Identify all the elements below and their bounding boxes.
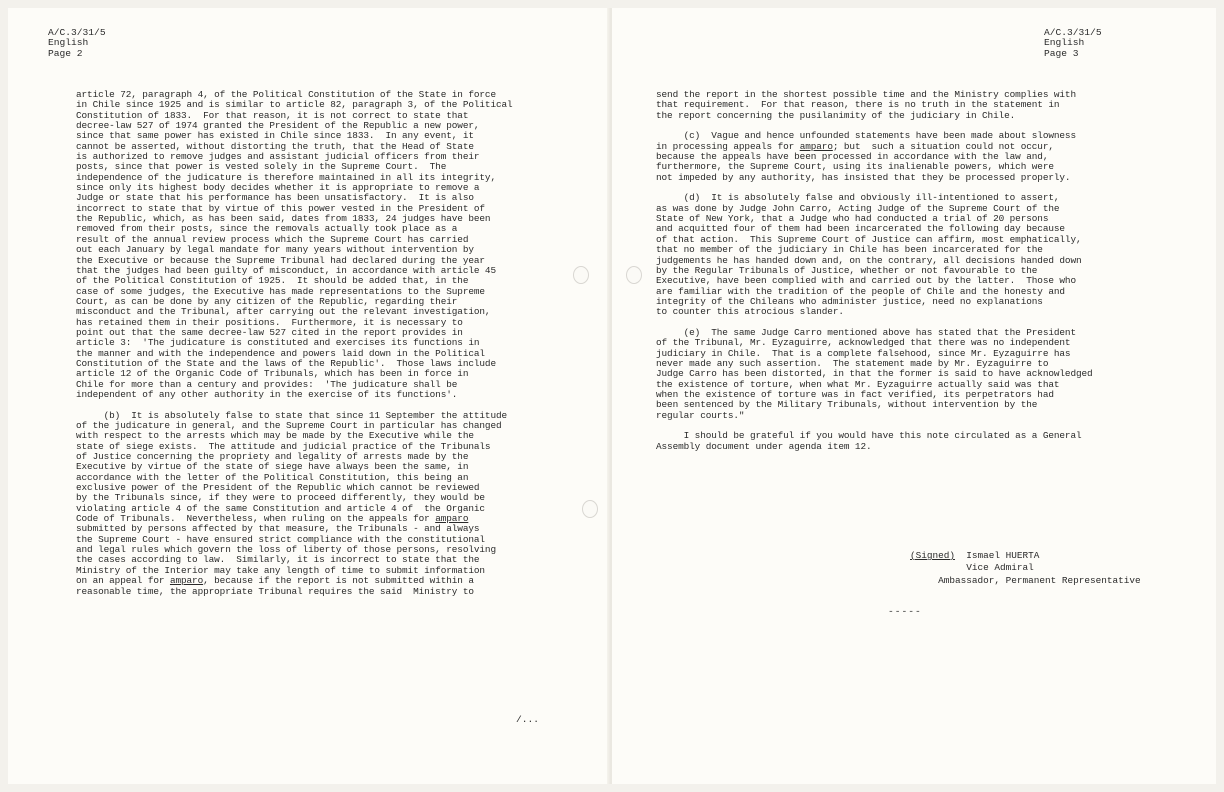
body-line (656, 411, 1093, 421)
text-segment: in Chile since 1925 and is similar to article 82, paragraph 3, of the Political (76, 99, 513, 111)
text-segment: Judge Carro has been distorted, in that the former is said to have acknowledged (656, 368, 1093, 380)
text-segment: accordance with the letter of the Political Constitution, this being an (76, 471, 469, 483)
text-segment: independence of the judicature is therefore maintained in all its integrity, (76, 171, 496, 183)
text-segment: of the Tribunal, Mr. Eyzaguirre, acknowledged that there was no independent (656, 337, 1071, 349)
text-segment: by the Regular Tribunals of Justice, whether or not favourable to the (656, 264, 1038, 276)
body-line (656, 173, 1093, 183)
text-segment: in processing appeals for (656, 140, 800, 152)
text-segment: case of some judges, the Executive has made representations to the Supreme (76, 285, 485, 297)
left-page-header (48, 28, 106, 59)
punch-hole (573, 266, 589, 284)
punch-hole (582, 500, 598, 518)
text-segment: State of New York, that a Judge who had conducted a trial of 20 persons (656, 213, 1049, 225)
text-segment: reasonable time, the appropriate Tribunal requires the said Ministry to (76, 585, 474, 597)
text-segment: as was done by Judge John Carro, Acting Judge of the Supreme Court of the (656, 202, 1060, 214)
text-segment: posts, since that power is vested solely in the Supreme Court. The (76, 161, 447, 173)
text-segment: the cases according to law. Similarly, it is incorrect to state that the (76, 554, 480, 566)
text-segment: is authorized to remove judges and assistant judicial officers from their (76, 151, 480, 163)
amparo-term: amparo (169, 575, 204, 587)
text-segment: that the judges had been guilty of misconduct, in accordance with article 45 (76, 264, 496, 276)
text-segment: judgements he has handed down and, on the contrary, all decisions handed down (656, 254, 1082, 266)
signatory-rank: Vice Admiral (966, 562, 1034, 574)
text-segment: Court, as can be done by any citizen of the Republic, regarding their (76, 295, 458, 307)
text-segment: of the judicature in general, and the Supreme Court in particular has changed (76, 420, 502, 431)
document-symbol: A/C.3/31/5 (1044, 27, 1102, 38)
signatory-title: Ambassador, Permanent Representative (938, 574, 1141, 586)
text-segment: violating article 4 of the same Constitution and article 4 of the Organic (76, 502, 485, 514)
text-segment: the Republic, which, as has been said, dates from 1833, 24 judges have been (76, 213, 491, 225)
text-segment: of the Political Constitution of 1925. It should be added that, in the (76, 275, 469, 287)
text-segment: (e) The same Judge Carro mentioned above has stated that the President (656, 326, 1076, 338)
text-segment: and acquitted four of them had been incarcerated the following day because (656, 223, 1065, 235)
text-segment: article 3: 'The judicature is constituted and exercises its functions in (76, 337, 480, 349)
text-segment: when the existence of torture was in fact verified, its perpetrators had (656, 388, 1054, 400)
text-segment: been sentenced by the Military Tribunals, without intervention by the (656, 399, 1038, 411)
text-segment: integrity of the Chileans who administer justice, need no explanations (656, 295, 1043, 307)
text-segment: out each January by legal mandate for many years without intervention by (76, 244, 474, 256)
text-segment: Constitution of the State and the laws of the Republic'. Those laws include (76, 357, 496, 369)
text-segment: incorrect to state that by virtue of this power vested in the President of (76, 202, 485, 214)
right-page-body (656, 90, 1093, 452)
text-segment: on an appeal for (76, 575, 170, 587)
text-segment: state of siege exists. The attitude and judicial practice of the Tribunals (76, 440, 491, 452)
text-segment: to counter this atrocious slander. (656, 306, 844, 318)
text-segment: the existence of torture, when what Mr. Eyzaguirre actually said was that (656, 378, 1060, 390)
signed-label: (Signed) (910, 550, 956, 561)
left-page (8, 8, 610, 784)
right-page-header (1044, 28, 1102, 59)
text-segment: article 12 of the Organic Code of Tribunals, which has been in force in (76, 368, 469, 380)
continued-mark: /... (516, 714, 540, 725)
text-segment: of that action. This Supreme Court of Justice can affirm, most emphatically, (656, 233, 1082, 245)
text-segment: has retained them in their positions. Furthermore, it is necessary to (76, 316, 463, 328)
text-segment: never made any such assertion. The statement made by Mr. Eyzaguirre to (656, 357, 1049, 369)
signatory-name: Ismael HUERTA (966, 550, 1040, 561)
text-segment: Assembly document under agenda item 12. (656, 440, 872, 452)
page-number: Page 2 (48, 47, 83, 59)
text-segment: judiciary in Chile. That is a complete falsehood, since Mr. Eyzaguirre has (656, 347, 1071, 359)
text-segment: that requirement. For that reason, there is no truth in the statement in (656, 99, 1060, 111)
text-segment: decree-law 527 of 1974 granted the President of the Republic a new power, (76, 120, 480, 132)
text-segment: Executive by virtue of the state of siege have always been the same, in (76, 461, 469, 473)
text-segment: by the Tribunals since, if they were to proceed differently, they would be (76, 492, 485, 504)
left-page-body (76, 90, 513, 597)
text-segment: point out that the same decree-law 527 cited in the report provides in (76, 326, 463, 338)
end-mark: ----- (888, 606, 922, 617)
text-segment: (b) It is absolutely false to state that since 11 September the attitude (76, 409, 508, 421)
signature-block (910, 550, 1141, 587)
right-page (612, 8, 1216, 784)
text-segment: that no member of the judiciary in Chile has been incarcerated for the (656, 244, 1043, 256)
text-segment: of Justice concerning the propriety and legality of arrests made by the (76, 451, 469, 463)
body-line (76, 390, 513, 400)
text-segment: the Supreme Court - have ensured strict compliance with the constitutional (76, 533, 485, 545)
text-segment: ; but such a situation could not occur, (832, 140, 1054, 152)
text-segment: the manner and with the independence and powers laid down in the Political (76, 347, 485, 359)
text-segment: the Executive or because the Supreme Tribunal had declared during the year (76, 254, 485, 266)
text-segment: because the appeals have been processed in accordance with the law and, (656, 151, 1049, 163)
amparo-term: amparo (799, 140, 833, 152)
text-segment: not impeded by any authority, has insisted that they be processed properly. (656, 171, 1071, 183)
document-symbol: A/C.3/31/5 (48, 27, 106, 38)
text-segment: since that same power has existed in Chile since 1833. In any event, it (76, 130, 474, 142)
document-language: English (1044, 37, 1085, 49)
text-segment: Constitution of 1833. For that reason, it is not correct to state that (76, 109, 469, 121)
text-segment: removed from their posts, since the removals actually took place as a (76, 223, 458, 235)
body-line (656, 111, 1093, 121)
text-segment: Judge or state that his performance has been unsatisfactory. It is also (76, 192, 474, 204)
text-segment: Executive, have been complied with and carried out by the latter. Those who (656, 275, 1076, 287)
text-segment: misconduct and the Tribunal, after carrying out the relevant investigation, (76, 306, 491, 318)
text-segment: Chile for more than a century and provides: 'The judicature shall be (76, 378, 458, 390)
text-segment: Code of Tribunals. Nevertheless, when ruling on the appeals for (76, 513, 436, 525)
text-segment: I should be grateful if you would have this note circulated as a General (656, 430, 1082, 442)
page-number: Page 3 (1044, 47, 1079, 59)
text-segment: result of the annual review process which the Supreme Court has carried (76, 233, 469, 245)
text-segment: are familiar with the tradition of the people of Chile and the honesty and (656, 285, 1065, 297)
text-segment: with respect to the arrests which may be made by the Executive while the (76, 430, 474, 442)
text-segment: (c) Vague and hence unfounded statements have been made about slowness (656, 130, 1076, 142)
text-segment: the report concerning the pusilanimity of the judiciary in Chile. (656, 109, 1016, 121)
punch-hole (626, 266, 642, 284)
text-segment: exclusive power of the President of the Republic which cannot be reviewed (76, 482, 480, 494)
text-segment: article 72, paragraph 4, of the Political Constitution of the State in force (76, 89, 496, 100)
text-segment: Ministry of the Interior may take any length of time to submit information (76, 564, 485, 576)
body-line (656, 307, 1093, 317)
text-segment: send the report in the shortest possible time and the Ministry complies with (656, 89, 1076, 100)
text-segment: and legal rules which govern the loss of liberty of those persons, resolving (76, 544, 496, 556)
document-language: English (48, 37, 89, 49)
text-segment: regular courts." (656, 409, 745, 421)
body-line (76, 587, 513, 597)
text-segment: since only its highest body decides whether it is appropriate to remove a (76, 182, 480, 194)
body-line (656, 442, 1093, 452)
amparo-term: amparo (435, 513, 469, 525)
text-segment: (d) It is absolutely false and obviously ill-intentioned to assert, (656, 192, 1060, 204)
text-segment: furthermore, the Supreme Court, using its inalienable powers, which were (656, 161, 1054, 173)
text-segment: submitted by persons affected by that measure, the Tribunals - and always (76, 523, 480, 535)
text-segment: independent of any other authority in the exercise of its functions'. (76, 388, 458, 400)
text-segment: cannot be asserted, without distorting the truth, that the Head of State (76, 140, 474, 152)
text-segment: , because if the report is not submitted within a (203, 575, 474, 587)
